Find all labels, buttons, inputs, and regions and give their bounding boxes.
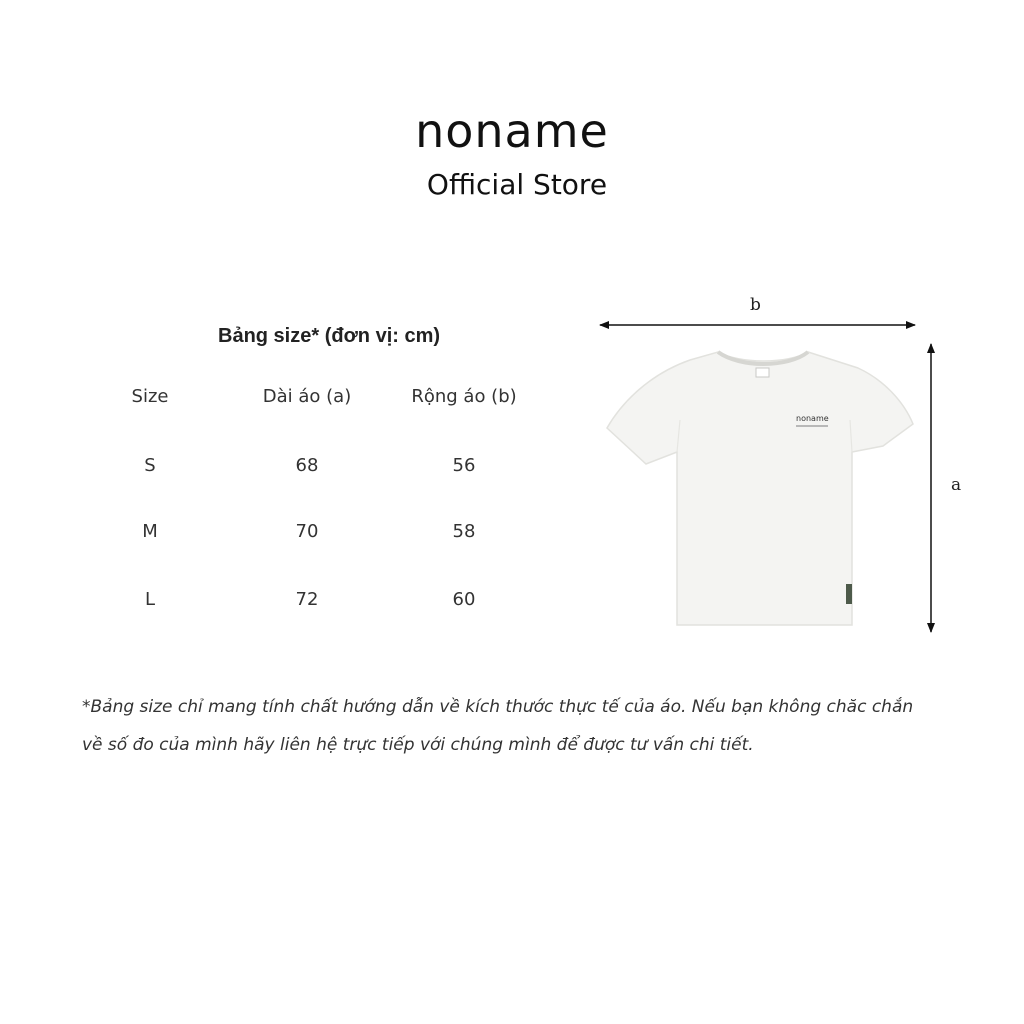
table-cell: 72 xyxy=(295,589,319,610)
note-line-1: *Bảng size chỉ mang tính chất hướng dẫn về kích thước thực tế của áo. Nếu bạn không chăc chắn xyxy=(82,697,914,717)
size-table-title: Bảng size* (đơn vị: cm) xyxy=(218,325,441,347)
table-cell: M xyxy=(142,521,158,542)
shirt-print-logo: noname xyxy=(796,414,829,423)
table-cell: L xyxy=(144,589,156,610)
neck-tag xyxy=(756,368,769,377)
column-header-size: Size xyxy=(131,386,169,407)
brand-logo: noname xyxy=(415,104,609,158)
size-disclaimer-note xyxy=(82,688,1012,764)
side-label xyxy=(846,584,852,604)
table-cell: 58 xyxy=(452,521,476,542)
table-cell: 60 xyxy=(452,589,476,610)
length-label: a xyxy=(951,475,962,495)
note-line-2: về số đo của mình hãy liên hệ trực tiếp với chúng mình để được tư vấn chi tiết. xyxy=(82,735,754,755)
table-cell: 70 xyxy=(295,521,319,542)
store-subtitle: Official Store xyxy=(426,168,608,201)
shirt-print-tagline xyxy=(796,425,828,427)
width-label: b xyxy=(750,295,761,315)
table-cell: S xyxy=(144,455,156,476)
column-header-length: Dài áo (a) xyxy=(262,386,352,407)
column-header-width: Rộng áo (b) xyxy=(411,386,517,407)
table-cell: 56 xyxy=(452,455,476,476)
table-cell: 68 xyxy=(295,455,319,476)
tshirt-image xyxy=(607,352,913,625)
